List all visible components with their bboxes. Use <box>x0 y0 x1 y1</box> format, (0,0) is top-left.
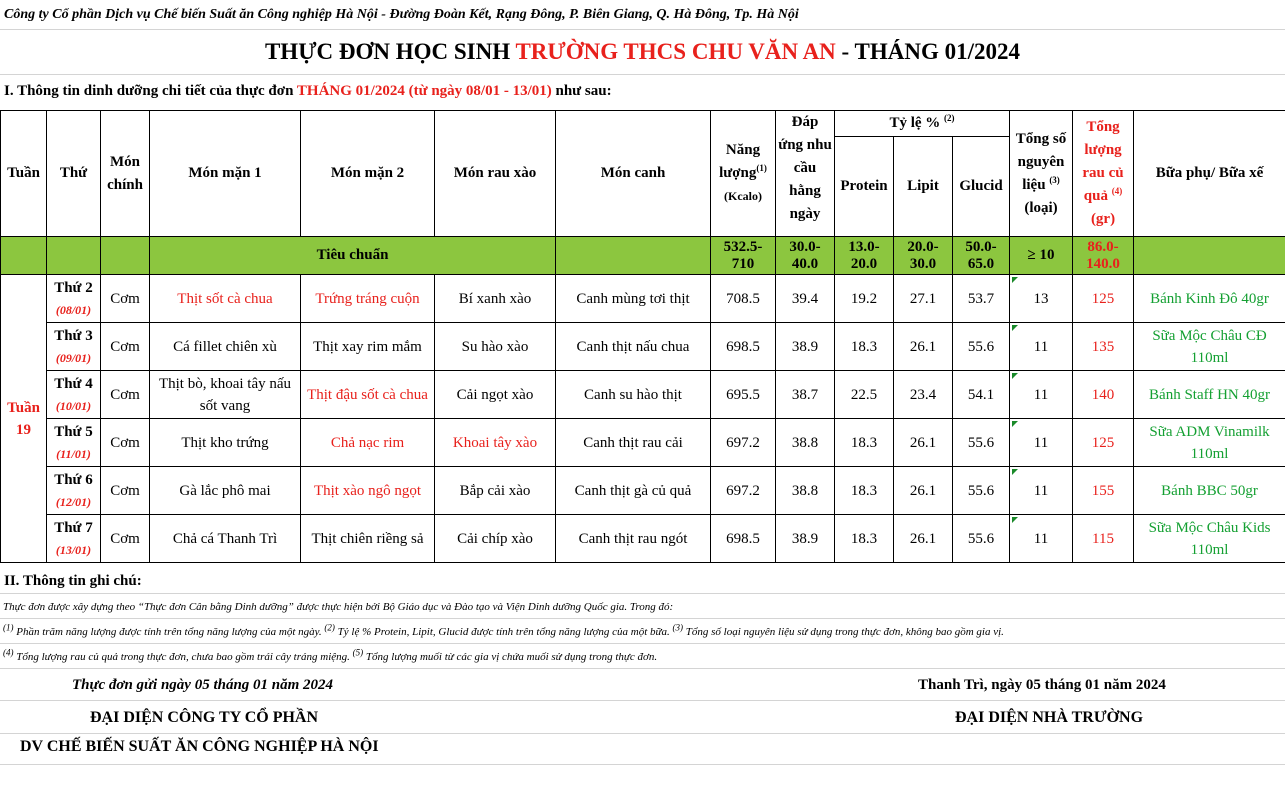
standard-tong-so: ≥ 10 <box>1010 237 1073 275</box>
tong-so-cell: 11 <box>1010 467 1073 515</box>
page-title <box>0 30 1285 75</box>
nang-luong-cell: 698.5 <box>711 515 776 563</box>
company-line: Công ty Cổ phần Dịch vụ Chế biến Suất ăn Công nghiệp Hà Nội - Đường Đoàn Kết, Rạng Đông, P. Biên Giang, Q. Hà Đông, Tp. Hà Nội <box>0 0 1285 30</box>
day-cell: Thứ 5 (11/01) <box>47 419 101 467</box>
tong-so-cell: 13 <box>1010 275 1073 323</box>
dap-ung-cell: 38.9 <box>776 323 835 371</box>
mon-chinh-cell: Cơm <box>101 371 150 419</box>
mon-man-2-cell: Trứng tráng cuộn <box>301 275 435 323</box>
cell-note-marker <box>1012 277 1018 283</box>
protein-cell: 18.3 <box>835 515 894 563</box>
cell-note-marker <box>1012 325 1018 331</box>
header-bua-phu: Bữa phụ/ Bữa xế <box>1134 111 1285 237</box>
week-label: Tuần 19 <box>1 275 47 563</box>
grid-line <box>0 733 1285 734</box>
mon-rau-cell: Su hào xào <box>435 323 556 371</box>
header-tuan: Tuần <box>1 111 47 237</box>
section1-prefix: I. Thông tin dinh dưỡng chi tiết của thực đơn <box>4 83 297 99</box>
section1-heading <box>0 74 1285 108</box>
header-protein: Protein <box>835 137 894 237</box>
mon-canh-cell: Canh mùng tơi thịt <box>556 275 711 323</box>
mon-canh-cell: Canh thịt rau ngót <box>556 515 711 563</box>
standard-glucid: 50.0-65.0 <box>953 237 1010 275</box>
company-rep-title: ĐẠI DIỆN CÔNG TY CỔ PHẦN <box>90 709 319 726</box>
tong-so-cell: 11 <box>1010 419 1073 467</box>
tong-rau-cell: 125 <box>1073 419 1134 467</box>
title-suffix: - THÁNG 01/2024 <box>835 39 1021 64</box>
lipit-cell: 26.1 <box>894 323 953 371</box>
grid-line <box>0 764 1285 765</box>
mon-chinh-cell: Cơm <box>101 323 150 371</box>
standard-lipit: 20.0-30.0 <box>894 237 953 275</box>
standard-tong-rau: 86.0-140.0 <box>1073 237 1134 275</box>
cell-note-marker <box>1012 421 1018 427</box>
dap-ung-cell: 38.8 <box>776 419 835 467</box>
sent-date: Thực đơn gửi ngày 05 tháng 01 năm 2024 <box>72 677 334 693</box>
header-tong-rau-label: Tổng lượng rau củ quả <box>1082 119 1124 204</box>
header-tong-so: Tổng số nguyên liệu $^{(3)}$ (loại) <box>1010 111 1073 237</box>
mon-man-1-cell: Gà lắc phô mai <box>150 467 301 515</box>
tong-rau-cell: 125 <box>1073 275 1134 323</box>
glucid-cell: 55.6 <box>953 323 1010 371</box>
title-school: TRƯỜNG THCS CHU VĂN AN <box>515 39 836 64</box>
mon-rau-cell: Cải chíp xào <box>435 515 556 563</box>
day-cell: Thứ 4 (10/01) <box>47 371 101 419</box>
lipit-cell: 27.1 <box>894 275 953 323</box>
mon-man-1-cell: Chả cá Thanh Trì <box>150 515 301 563</box>
standard-dap-ung: 30.0-40.0 <box>776 237 835 275</box>
nang-luong-cell: 695.5 <box>711 371 776 419</box>
mon-man-1-cell: Thịt kho trứng <box>150 419 301 467</box>
protein-cell: 18.3 <box>835 419 894 467</box>
note-line-3: $^{(4)}$ Tổng lượng rau củ quả trong thực đơn, chưa bao gồm trái cây tráng miệng. $^{(5)}$ Tổng lượng muối từ các gia vị chứa muối sử dụng trong thực đơn. <box>0 645 1285 669</box>
glucid-cell: 55.6 <box>953 467 1010 515</box>
header-thu: Thứ <box>47 111 101 237</box>
header-tong-so-unit: (loại) <box>1024 199 1058 216</box>
day-cell: Thứ 3 (09/01) <box>47 323 101 371</box>
standard-row <box>1 237 1285 275</box>
note-line-1: Thực đơn được xây dựng theo “Thực đơn Cân bằng Dinh dưỡng” được thực hiện bởi Bộ Giáo dục và Đào tạo và Viện Dinh dưỡng Quốc gia. Trong đó: <box>0 595 1285 619</box>
header-tong-rau: Tổng lượng rau củ quả $^{(4)}$ (gr) <box>1073 111 1134 237</box>
company-rep-name: DV CHẾ BIẾN SUẤT ĂN CÔNG NGHIỆP HÀ NỘI <box>20 738 379 755</box>
mon-chinh-cell: Cơm <box>101 275 150 323</box>
mon-rau-cell: Khoai tây xào <box>435 419 556 467</box>
day-cell: Thứ 6 (12/01) <box>47 467 101 515</box>
standard-nang-luong: 532.5-710 <box>711 237 776 275</box>
tong-so-cell: 11 <box>1010 371 1073 419</box>
nang-luong-cell: 708.5 <box>711 275 776 323</box>
glucid-cell: 55.6 <box>953 419 1010 467</box>
tong-so-cell: 11 <box>1010 323 1073 371</box>
mon-chinh-cell: Cơm <box>101 515 150 563</box>
mon-rau-cell: Bí xanh xào <box>435 275 556 323</box>
standard-protein: 13.0-20.0 <box>835 237 894 275</box>
lipit-cell: 26.1 <box>894 467 953 515</box>
bua-phu-cell: Bánh BBC 50gr <box>1134 467 1285 515</box>
header-mon-chinh: Món chính <box>101 111 150 237</box>
protein-cell: 19.2 <box>835 275 894 323</box>
protein-cell: 18.3 <box>835 467 894 515</box>
day-cell: Thứ 2 (08/01) <box>47 275 101 323</box>
header-mon-man-1: Món mặn 1 <box>150 111 301 237</box>
menu-table <box>0 110 1285 563</box>
mon-man-2-cell: Thịt chiên riềng sả <box>301 515 435 563</box>
title-prefix: THỰC ĐƠN HỌC SINH <box>264 39 516 64</box>
bua-phu-cell: Sữa Mộc Châu Kids 110ml <box>1134 515 1285 563</box>
mon-rau-cell: Bắp cải xào <box>435 467 556 515</box>
mon-man-2-cell: Chả nạc rim <box>301 419 435 467</box>
place-date: Thanh Trì, ngày 05 tháng 01 năm 2024 <box>918 677 1166 693</box>
mon-man-2-cell: Thịt xay rim mắm <box>301 323 435 371</box>
standard-label: Tiêu chuẩn <box>150 237 556 275</box>
dap-ung-cell: 38.7 <box>776 371 835 419</box>
header-mon-rau-xao: Món rau xào <box>435 111 556 237</box>
nang-luong-cell: 697.2 <box>711 419 776 467</box>
mon-chinh-cell: Cơm <box>101 419 150 467</box>
lipit-cell: 23.4 <box>894 371 953 419</box>
header-mon-canh: Món canh <box>556 111 711 237</box>
tong-so-cell: 11 <box>1010 515 1073 563</box>
lipit-cell: 26.1 <box>894 515 953 563</box>
mon-rau-cell: Cải ngọt xào <box>435 371 556 419</box>
header-ty-le: Tỷ lệ % $^{(2)}$ <box>835 111 1010 137</box>
note-line-2: $^{(1)}$ Phần trăm năng lượng được tính trên tổng năng lượng của một ngày. $^{(2)}$ Tỷ lệ % Protein, Lipit, Glucid được tính trên tổng năng lượng của một bữa. $^{(3)}$ Tổng số loại nguyên liệu sử dụng trong thực đơn, không bao gồm gia vị. <box>0 620 1285 644</box>
mon-man-1-cell: Thịt bò, khoai tây nấu sốt vang <box>150 371 301 419</box>
header-tong-so-label: Tổng số nguyên liệu <box>1015 130 1067 193</box>
tong-rau-cell: 155 <box>1073 467 1134 515</box>
mon-man-1-cell: Thịt sốt cà chua <box>150 275 301 323</box>
mon-canh-cell: Canh thịt gà củ quả <box>556 467 711 515</box>
mon-man-2-cell: Thịt đậu sốt cà chua <box>301 371 435 419</box>
school-rep-title: ĐẠI DIỆN NHÀ TRƯỜNG <box>955 709 1144 726</box>
mon-canh-cell: Canh thịt rau cải <box>556 419 711 467</box>
table-row <box>1 323 1285 371</box>
protein-cell: 18.3 <box>835 323 894 371</box>
dap-ung-cell: 38.8 <box>776 467 835 515</box>
mon-canh-cell: Canh thịt nấu chua <box>556 323 711 371</box>
section1-suffix: như sau: <box>551 83 612 99</box>
lipit-cell: 26.1 <box>894 419 953 467</box>
cell-note-marker <box>1012 469 1018 475</box>
header-glucid: Glucid <box>953 137 1010 237</box>
header-lipit: Lipit <box>894 137 953 237</box>
header-tong-rau-unit: (gr) <box>1090 211 1116 227</box>
tong-rau-cell: 140 <box>1073 371 1134 419</box>
dap-ung-cell: 39.4 <box>776 275 835 323</box>
header-nang-luong-unit: (Kcalo) <box>724 189 762 203</box>
glucid-cell: 53.7 <box>953 275 1010 323</box>
table-row <box>1 419 1285 467</box>
glucid-cell: 55.6 <box>953 515 1010 563</box>
header-dap-ung: Đáp ứng nhu cầu hằng ngày <box>776 111 835 237</box>
header-mon-man-2: Món mặn 2 <box>301 111 435 237</box>
bua-phu-cell: Bánh Kinh Đô 40gr <box>1134 275 1285 323</box>
cell-note-marker <box>1012 373 1018 379</box>
mon-canh-cell: Canh su hào thịt <box>556 371 711 419</box>
section2-heading: II. Thông tin ghi chú: <box>0 568 1285 594</box>
tong-rau-cell: 115 <box>1073 515 1134 563</box>
mon-man-2-cell: Thịt xào ngô ngọt <box>301 467 435 515</box>
header-nang-luong: Năng lượng$^{(1)}$ (Kcalo) <box>711 111 776 237</box>
grid-line <box>0 700 1285 701</box>
table-row <box>1 275 1285 323</box>
dap-ung-cell: 38.9 <box>776 515 835 563</box>
section1-period: THÁNG 01/2024 (từ ngày 08/01 - 13/01) <box>296 83 552 99</box>
cell-note-marker <box>1012 517 1018 523</box>
protein-cell: 22.5 <box>835 371 894 419</box>
mon-man-1-cell: Cá fillet chiên xù <box>150 323 301 371</box>
tong-rau-cell: 135 <box>1073 323 1134 371</box>
table-row <box>1 515 1285 563</box>
bua-phu-cell: Bánh Staff HN 40gr <box>1134 371 1285 419</box>
table-row <box>1 467 1285 515</box>
nang-luong-cell: 697.2 <box>711 467 776 515</box>
day-cell: Thứ 7 (13/01) <box>47 515 101 563</box>
header-ty-le-label: Tỷ lệ % <box>889 115 941 131</box>
bua-phu-cell: Sữa Mộc Châu CĐ 110ml <box>1134 323 1285 371</box>
table-row <box>1 371 1285 419</box>
bua-phu-cell: Sữa ADM Vinamilk 110ml <box>1134 419 1285 467</box>
glucid-cell: 54.1 <box>953 371 1010 419</box>
header-nang-luong-label: Năng lượng <box>719 142 761 181</box>
mon-chinh-cell: Cơm <box>101 467 150 515</box>
nang-luong-cell: 698.5 <box>711 323 776 371</box>
